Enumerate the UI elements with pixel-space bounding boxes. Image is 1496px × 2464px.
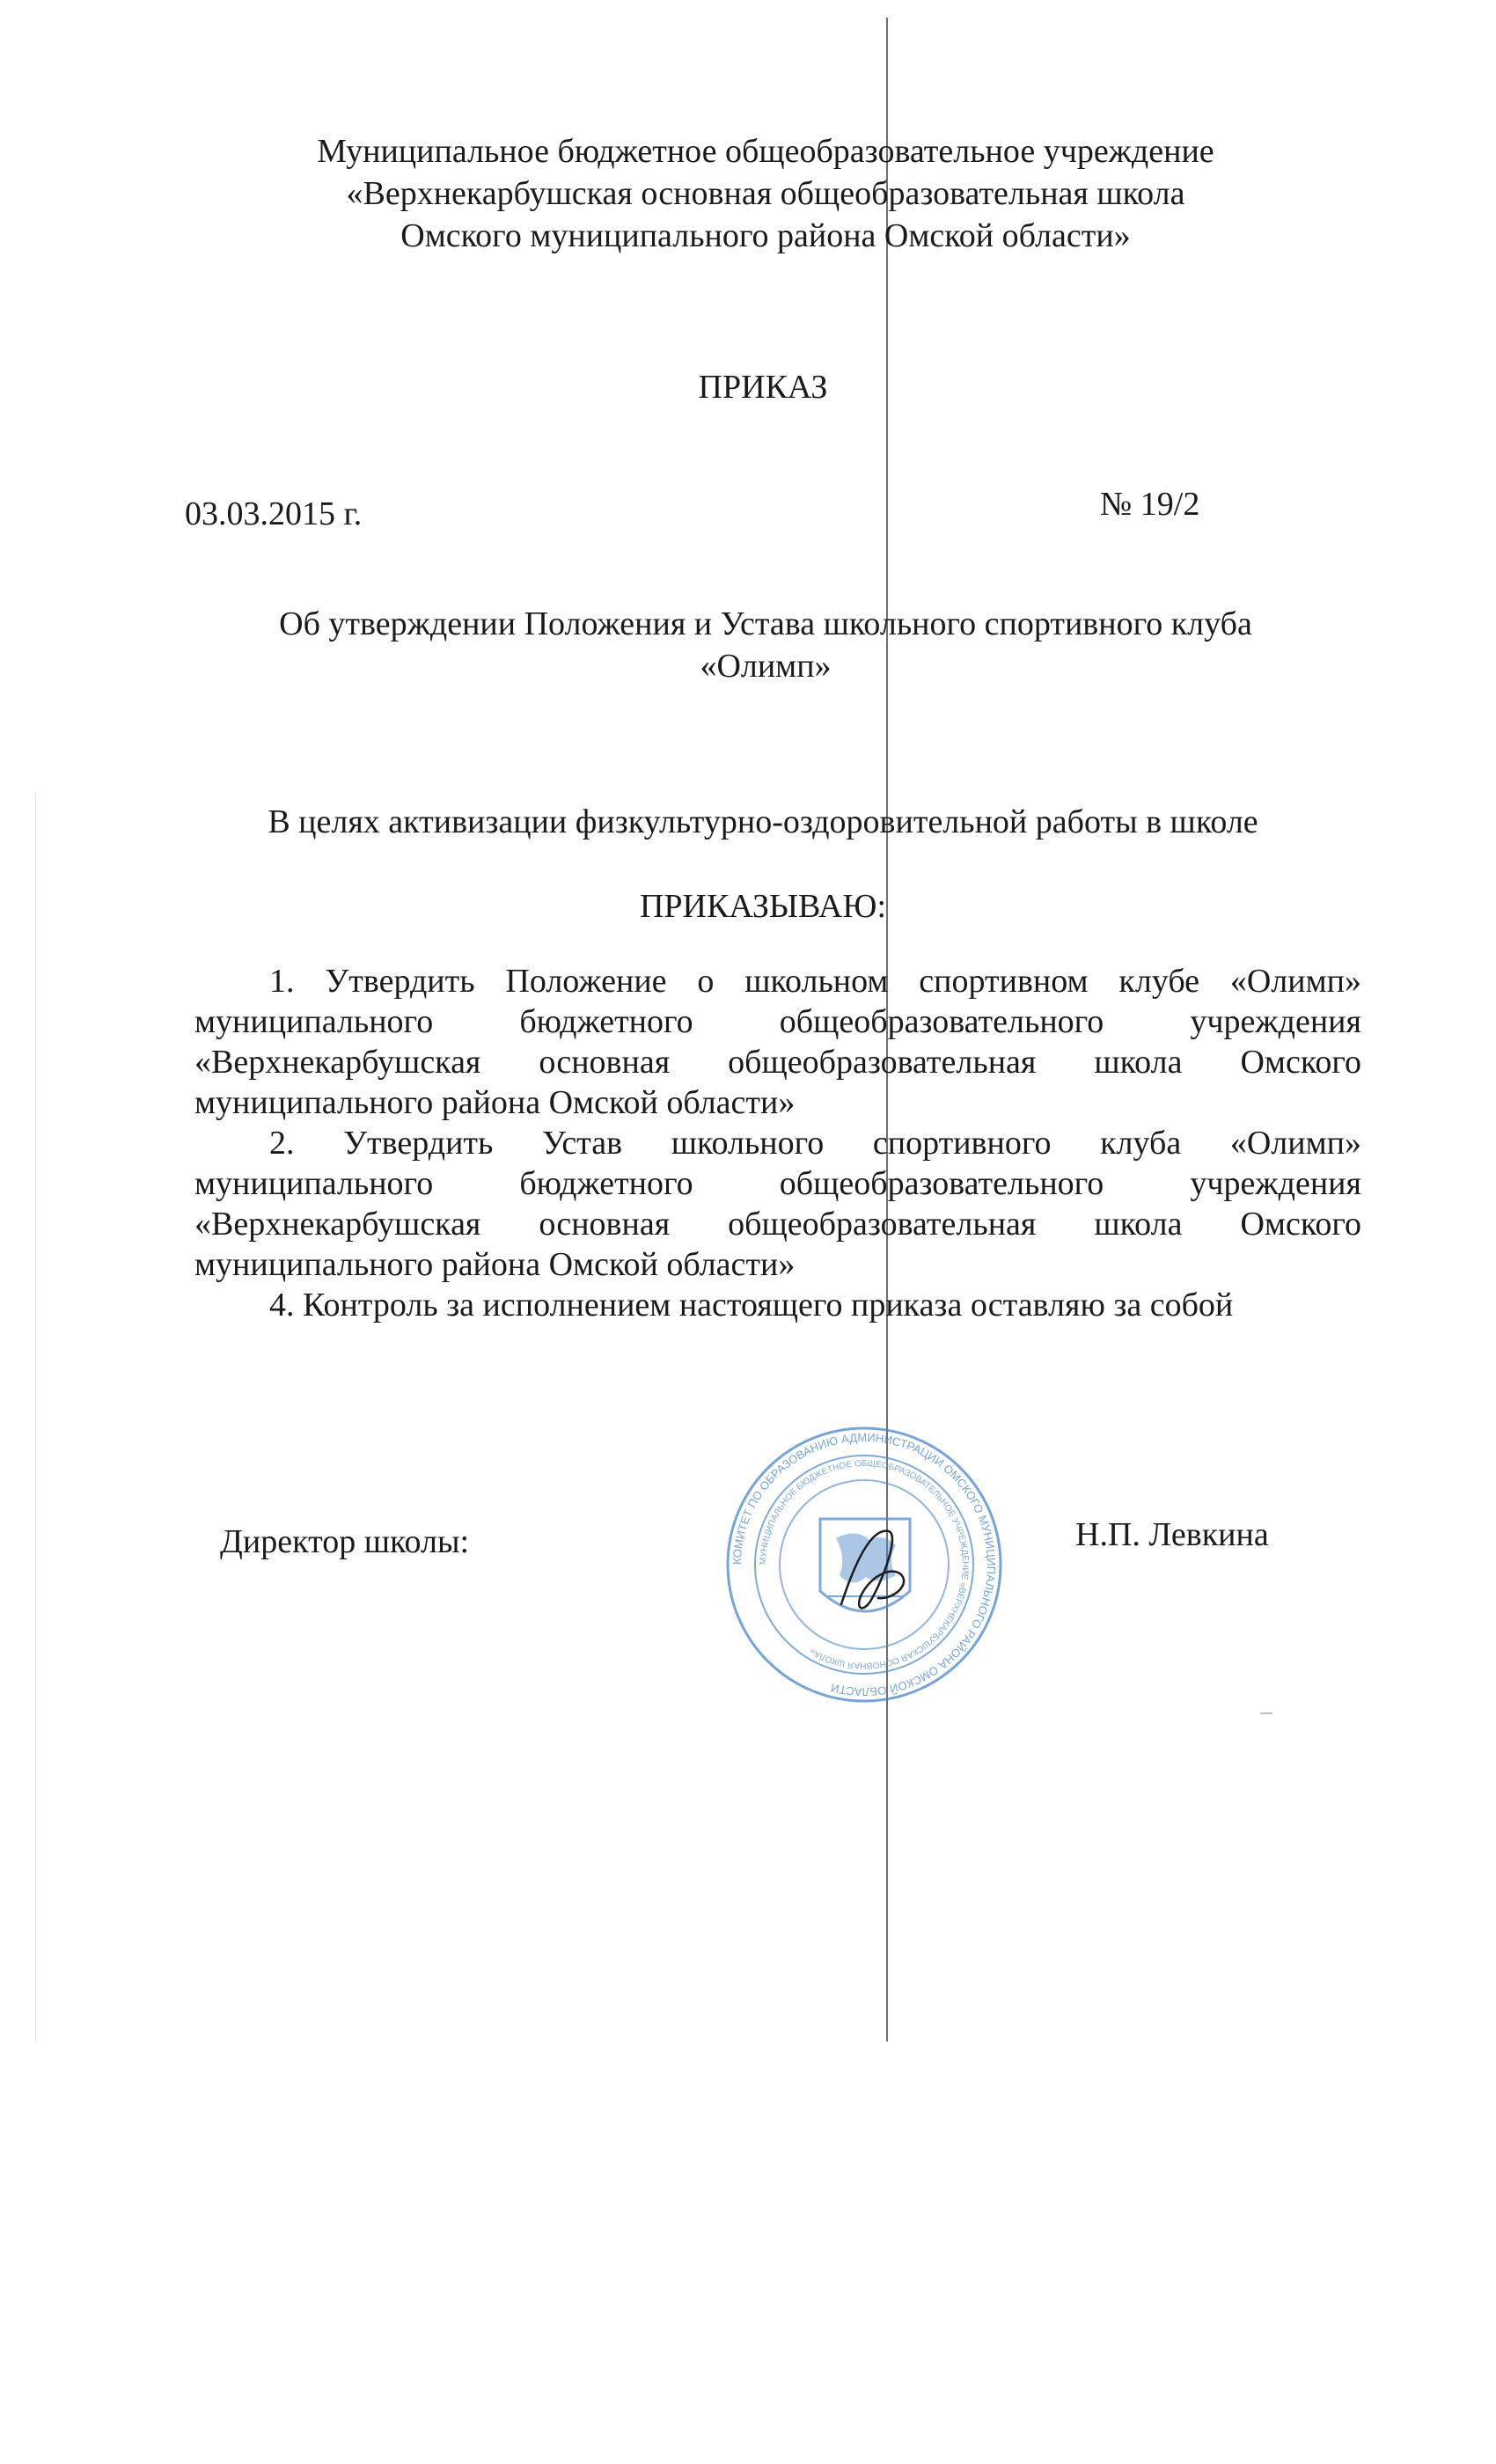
org-line: «Верхнекарбушская основная общеобразовательная школа xyxy=(346,175,1185,212)
scan-edge-line xyxy=(35,792,36,2042)
signature-name: Н.П. Левкина xyxy=(1075,1516,1269,1553)
scan-speck xyxy=(1260,1712,1272,1714)
document-type: ПРИКАЗ xyxy=(698,369,828,406)
order-item: 2. Утвердить Устав школьного спортивного клуба «Олимп» муниципального бюджетного общеобразовательного учреждения «Верхнекарбушская основная общеобразовательная школа Омского муниципального района Омской области» xyxy=(194,1125,1361,1283)
order-subject xyxy=(176,603,1355,687)
order-directive-heading: ПРИКАЗЫВАЮ: xyxy=(639,888,887,925)
subject-line: Об утверждении Положения и Устава школьного спортивного клуба xyxy=(279,605,1252,642)
org-line: Омского муниципального района Омской области» xyxy=(400,217,1131,254)
subject-line: «Олимп» xyxy=(700,648,832,685)
official-stamp xyxy=(723,1424,1005,1705)
order-item: 4. Контроль за исполнением настоящего приказа оставляю за собой xyxy=(269,1287,1234,1324)
stamp-emblem xyxy=(820,1519,910,1611)
stamp-outer-text: КОМИТЕТ ПО ОБРАЗОВАНИЮ АДМИНИСТРАЦИИ ОМСКОГО МУНИЦИПАЛЬНОГО РАЙОНА ОМСКОЙ ОБЛАСТИ xyxy=(730,1430,999,1699)
signature-title: Директор школы: xyxy=(220,1523,470,1560)
organization-header xyxy=(220,130,1311,257)
order-purpose: В целях активизации физкультурно-оздоровительной работы в школе xyxy=(268,803,1258,840)
order-items xyxy=(194,961,1361,1325)
order-number: № 19/2 xyxy=(1100,486,1200,523)
stamp-inner-text: МУНИЦИПАЛЬНОЕ БЮДЖЕТНОЕ ОБЩЕОБРАЗОВАТЕЛЬНОЕ УЧРЕЖДЕНИЕ «ВЕРХНЕКАРБУШСКАЯ ОСНОВНАЯ ШКОЛА» xyxy=(758,1458,971,1671)
org-line: Муниципальное бюджетное общеобразовательное учреждение xyxy=(317,133,1214,170)
order-item: 1. Утвердить Положение о школьном спортивном клубе «Олимп» муниципального бюджетного общеобразовательного учреждения «Верхнекарбушская основная общеобразовательная школа Омского муниципального района Омской области» xyxy=(194,963,1361,1121)
order-date: 03.03.2015 г. xyxy=(185,495,363,532)
